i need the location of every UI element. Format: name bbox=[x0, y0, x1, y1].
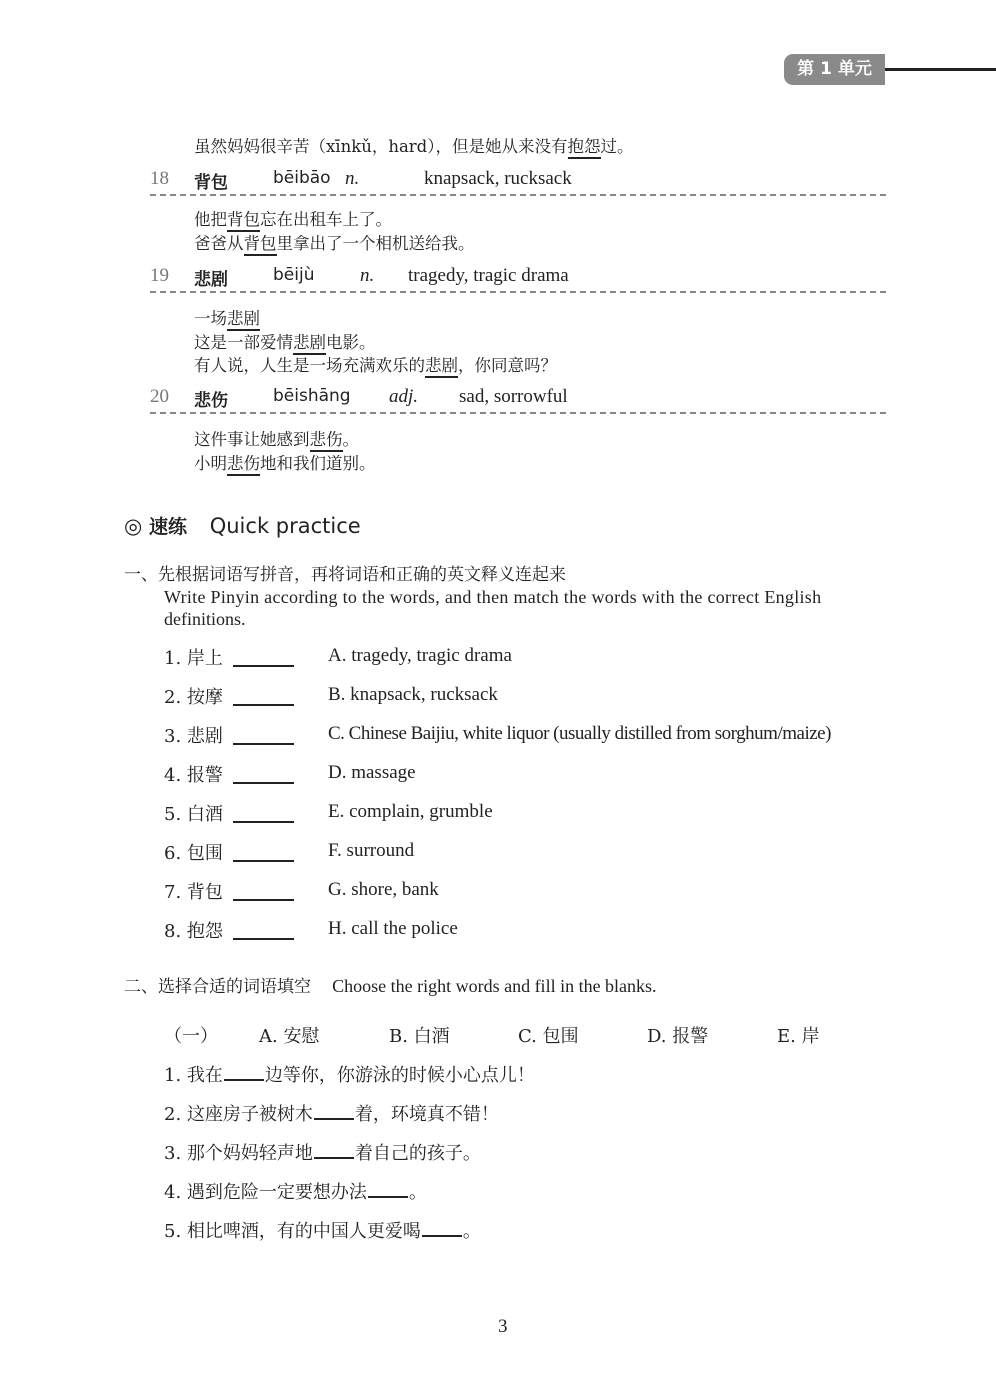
sentence-text: 1. 我在 bbox=[164, 1065, 223, 1086]
sentence-text: 。 bbox=[408, 1182, 427, 1203]
sentence-text: 着自己的孩子。 bbox=[354, 1143, 481, 1164]
sentence-text: 地和我们道别。 bbox=[260, 454, 376, 473]
vocab-highlight: 悲伤 bbox=[310, 430, 343, 452]
sentence-text: 边等你，你游泳的时候小心点儿！ bbox=[264, 1065, 535, 1086]
entry-definition: tragedy, tragic drama bbox=[408, 265, 569, 286]
answer-blank[interactable] bbox=[368, 1180, 408, 1198]
example-sentence bbox=[194, 426, 359, 450]
entry-part-of-speech: n. bbox=[345, 168, 360, 189]
sentence-text: 。 bbox=[462, 1221, 481, 1242]
definition-option: B. knapsack, rucksack bbox=[328, 684, 498, 705]
vocab-entry bbox=[150, 265, 886, 289]
entry-pinyin: bēijù bbox=[273, 265, 315, 285]
entry-part-of-speech: adj. bbox=[389, 386, 419, 407]
pinyin-blank[interactable] bbox=[233, 805, 294, 823]
exercise-item-label: 2. 按摩 bbox=[164, 687, 223, 708]
pinyin-blank[interactable] bbox=[233, 922, 294, 940]
vocab-entry bbox=[150, 168, 886, 192]
answer-blank[interactable] bbox=[314, 1102, 354, 1120]
entry-word: 悲伤 bbox=[194, 391, 228, 411]
definition-option: D. massage bbox=[328, 762, 416, 783]
exercise1-instruction-cont: definitions. bbox=[164, 609, 246, 629]
sentence-text: 这件事让她感到 bbox=[194, 430, 310, 449]
entry-definition: sad, sorrowful bbox=[459, 386, 568, 407]
sentence-text: 他把 bbox=[194, 210, 227, 229]
sentence-text: 爸爸从 bbox=[194, 234, 244, 253]
exercise-item-label: 4. 报警 bbox=[164, 765, 223, 786]
vocab-highlight: 抱怨 bbox=[568, 137, 601, 159]
pinyin-blank[interactable] bbox=[233, 766, 294, 784]
sentence-text: 小明 bbox=[194, 454, 227, 473]
entry-word: 悲剧 bbox=[194, 270, 228, 290]
word-option: E. 岸 bbox=[777, 1026, 820, 1047]
sentence-text: 一场 bbox=[194, 309, 227, 328]
example-sentence bbox=[194, 352, 557, 376]
example-sentence bbox=[194, 305, 260, 329]
fill-blank-sentence bbox=[164, 1217, 481, 1243]
entry-number: 19 bbox=[150, 265, 169, 286]
vocab-highlight: 悲剧 bbox=[425, 356, 458, 378]
word-option: A. 安慰 bbox=[259, 1026, 320, 1047]
quick-practice-title-zh: 速练 bbox=[149, 516, 188, 538]
dashed-divider bbox=[150, 194, 886, 196]
entry-definition: knapsack, rucksack bbox=[424, 168, 572, 189]
unit-label: 第 1 单元 bbox=[784, 54, 885, 85]
fill-blank-sentence bbox=[164, 1061, 535, 1087]
entry-number: 20 bbox=[150, 386, 169, 407]
exercise-item-label: 6. 包围 bbox=[164, 843, 223, 864]
example-sentence bbox=[194, 329, 376, 353]
entry-part-of-speech: n. bbox=[360, 265, 375, 286]
exercise2-title-en: Choose the right words and fill in the blanks. bbox=[332, 976, 657, 996]
sentence-text: 2. 这座房子被树木 bbox=[164, 1104, 313, 1125]
quick-practice-title-en: Quick practice bbox=[209, 514, 361, 538]
example-sentence bbox=[194, 206, 392, 230]
exercise-item-label: 8. 抱怨 bbox=[164, 921, 223, 942]
sentence-text: 有人说，人生是一场充满欢乐的 bbox=[194, 356, 425, 375]
group-label: （一） bbox=[164, 1026, 218, 1047]
pinyin-blank[interactable] bbox=[233, 688, 294, 706]
dashed-divider bbox=[150, 412, 886, 414]
page-number: 3 bbox=[498, 1316, 508, 1337]
definition-option: A. tragedy, tragic drama bbox=[328, 645, 512, 666]
answer-blank[interactable] bbox=[314, 1141, 354, 1159]
sentence-text: 电影。 bbox=[326, 333, 376, 352]
definition-option: F. surround bbox=[328, 840, 415, 861]
entry-number: 18 bbox=[150, 168, 169, 189]
dashed-divider bbox=[150, 291, 886, 293]
sentence-text: 虽然妈妈很辛苦（xīnkǔ，hard），但是她从来没有 bbox=[194, 137, 568, 156]
exercise-item-label: 5. 白酒 bbox=[164, 804, 223, 825]
exercise-item-label: 7. 背包 bbox=[164, 882, 223, 903]
exercise-item-label: 1. 岸上 bbox=[164, 648, 223, 669]
word-option: D. 报警 bbox=[647, 1026, 709, 1047]
fill-blank-sentence bbox=[164, 1139, 481, 1165]
sentence-text: 。 bbox=[342, 430, 359, 449]
exercise1-title: 一、先根据词语写拼音，再将词语和正确的英文释义连起来 bbox=[124, 565, 566, 585]
pinyin-blank[interactable] bbox=[233, 727, 294, 745]
vocab-highlight: 悲剧 bbox=[293, 333, 326, 355]
pinyin-blank[interactable] bbox=[233, 649, 294, 667]
pinyin-blank[interactable] bbox=[233, 844, 294, 862]
sentence-text: 5. 相比啤酒，有的中国人更爱喝 bbox=[164, 1221, 421, 1242]
definition-option: H. call the police bbox=[328, 918, 458, 939]
answer-blank[interactable] bbox=[422, 1219, 462, 1237]
word-option: B. 白酒 bbox=[389, 1026, 450, 1047]
vocab-highlight: 背包 bbox=[244, 234, 277, 256]
vocab-entry bbox=[150, 386, 886, 410]
sentence-text: ，你同意吗？ bbox=[458, 356, 557, 375]
exercise-item-label: 3. 悲剧 bbox=[164, 726, 223, 747]
exercise1-instruction: Write Pinyin according to the words, and then match the words with the correct English bbox=[164, 587, 822, 607]
definition-option: E. complain, grumble bbox=[328, 801, 493, 822]
fill-blank-sentence bbox=[164, 1178, 427, 1204]
definition-option: G. shore, bank bbox=[328, 879, 439, 900]
sentence-text: 这是一部爱情 bbox=[194, 333, 293, 352]
word-option: C. 包围 bbox=[518, 1026, 579, 1047]
header-rule bbox=[885, 68, 996, 71]
entry-pinyin: bēibāo bbox=[273, 168, 331, 188]
example-sentence bbox=[194, 230, 475, 254]
answer-blank[interactable] bbox=[224, 1063, 264, 1081]
exercise2-title-zh: 二、选择合适的词语填空 bbox=[124, 977, 311, 997]
entry-pinyin: bēishāng bbox=[273, 386, 351, 406]
sentence-text: 忘在出租车上了。 bbox=[260, 210, 392, 229]
sentence-text: 着，环境真不错！ bbox=[354, 1104, 499, 1125]
bullet-icon: ◎ bbox=[124, 514, 143, 538]
pinyin-blank[interactable] bbox=[233, 883, 294, 901]
quick-practice-heading bbox=[124, 512, 361, 539]
example-sentence bbox=[194, 133, 634, 157]
definition-option: C. Chinese Baijiu, white liquor (usually distilled from sorghum/maize) bbox=[328, 723, 831, 744]
example-sentence bbox=[194, 450, 376, 474]
sentence-text: 4. 遇到危险一定要想办法 bbox=[164, 1182, 367, 1203]
sentence-text: 过。 bbox=[600, 137, 634, 156]
sentence-text: 里拿出了一个相机送给我。 bbox=[276, 234, 475, 253]
entry-word: 背包 bbox=[194, 173, 228, 193]
sentence-text: 3. 那个妈妈轻声地 bbox=[164, 1143, 313, 1164]
fill-blank-sentence bbox=[164, 1100, 499, 1126]
vocab-highlight: 悲伤 bbox=[227, 454, 260, 476]
vocab-highlight: 悲剧 bbox=[227, 309, 260, 331]
exercise2-heading bbox=[124, 972, 657, 997]
vocab-highlight: 背包 bbox=[227, 210, 260, 232]
